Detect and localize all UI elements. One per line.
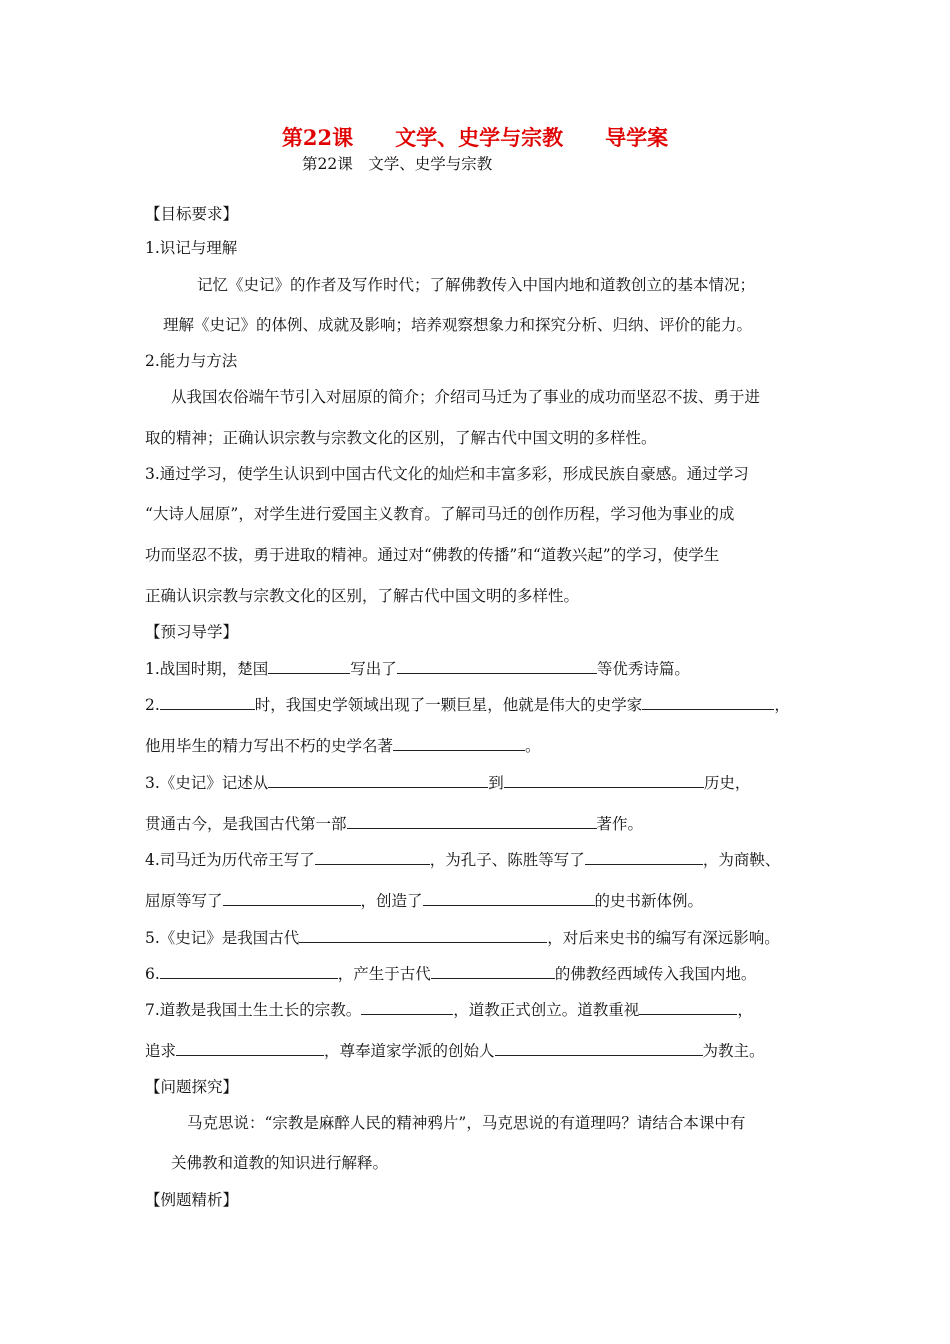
question-4 [145, 848, 815, 871]
goal-1-line-1: 记忆《史记》的作者及写作时代；了解佛教传入中国内地和道教创立的基本情况； [197, 276, 756, 294]
answer-blank[interactable] [299, 926, 547, 943]
answer-blank[interactable] [495, 1039, 703, 1056]
goal-2-title: 2.能力与方法 [145, 352, 238, 370]
inquiry-line-2: 关佛教和道教的知识进行解释。 [171, 1154, 389, 1172]
question-text: 到 [488, 774, 504, 792]
question-text: ，道教正式创立。道教重视 [453, 1001, 640, 1019]
question-3 [145, 771, 815, 794]
question-text: 追求 [145, 1042, 177, 1060]
question-text: 2. [145, 696, 160, 714]
answer-blank[interactable] [160, 693, 255, 710]
answer-blank[interactable] [397, 657, 597, 674]
answer-blank[interactable] [223, 889, 361, 906]
answer-blank[interactable] [361, 998, 453, 1015]
answer-blank[interactable] [639, 998, 737, 1015]
question-text: 1.战国时期，楚国 [145, 660, 269, 678]
section-heading-preview: 【预习导学】 [145, 623, 239, 641]
question-text: ，为孔子、陈胜等写了 [429, 851, 585, 869]
answer-blank[interactable] [642, 693, 774, 710]
question-2-cont [145, 734, 815, 757]
question-text: ，创造了 [360, 892, 423, 910]
answer-blank[interactable] [347, 812, 597, 829]
goal-1-line-2: 理解《史记》的体例、成就及影响；培养观察想象力和探究分析、归纳、评价的能力。 [163, 316, 753, 334]
question-text: 时，我国史学领域出现了一颗巨星，他就是伟大的史学家 [254, 696, 643, 714]
answer-blank[interactable] [315, 848, 430, 865]
question-text: 等优秀诗篇。 [596, 660, 690, 678]
question-6 [145, 962, 815, 985]
question-text: 他用毕生的精力写出不朽的史学名著 [145, 737, 394, 755]
question-7 [145, 998, 815, 1021]
question-text: 为教主。 [702, 1042, 765, 1060]
answer-blank[interactable] [176, 1039, 324, 1056]
goal-3-line-3: 功而坚忍不拔，勇于进取的精神。通过对“佛教的传播”和“道教兴起”的学习，使学生 [145, 546, 720, 564]
question-text: 屈原等写了 [145, 892, 223, 910]
question-text: 6. [145, 965, 160, 983]
answer-blank[interactable] [268, 657, 350, 674]
question-text: 的史书新体例。 [594, 892, 704, 910]
question-3-cont [145, 812, 815, 835]
question-text: 著作。 [596, 815, 644, 833]
answer-blank[interactable] [423, 889, 595, 906]
question-text: 历史， [703, 774, 751, 792]
goal-2-line-2: 取的精神；正确认识宗教与宗教文化的区别，了解古代中国文明的多样性。 [145, 429, 657, 447]
question-text: 。 [525, 737, 541, 755]
question-text: ，产生于古代 [337, 965, 431, 983]
answer-blank[interactable] [393, 734, 525, 751]
section-heading-examples: 【例题精析】 [145, 1191, 239, 1209]
section-heading-inquiry: 【问题探究】 [145, 1078, 239, 1096]
answer-blank[interactable] [431, 962, 555, 979]
question-text: ，为商鞅、 [702, 851, 781, 869]
goal-1-title: 1.识记与理解 [145, 239, 238, 257]
goal-3-line-2: “大诗人屈原”，对学生进行爱国主义教育。了解司马迁的创作历程，学习他为事业的成 [145, 505, 735, 523]
goal-2-line-1: 从我国农俗端午节引入对屈原的简介；介绍司马迁为了事业的成功而坚忍不拔、勇于进 [171, 388, 761, 406]
answer-blank[interactable] [504, 771, 704, 788]
answer-blank[interactable] [160, 962, 338, 979]
question-5 [145, 926, 815, 949]
page-title: 第22课 文学、史学与宗教 导学案 [281, 125, 669, 150]
question-2 [145, 693, 815, 716]
question-1 [145, 657, 815, 680]
question-text: ， [737, 1001, 753, 1019]
question-4-cont [145, 889, 815, 912]
goal-3-line-1: 3.通过学习，使学生认识到中国古代文化的灿烂和丰富多彩，形成民族自豪感。通过学习 [145, 465, 749, 483]
question-text: 4.司马迁为历代帝王写了 [145, 851, 315, 869]
question-text: 写出了 [350, 660, 397, 678]
question-text: ，对后来史书的编写有深远影响。 [547, 929, 780, 947]
question-text: 7.道教是我国土生土长的宗教。 [145, 1001, 362, 1019]
question-text: ， [774, 696, 790, 714]
question-7-cont [145, 1039, 815, 1062]
question-text: 3.《史记》记述从 [145, 774, 269, 792]
section-heading-goals: 【目标要求】 [145, 205, 239, 223]
inquiry-line-1: 马克思说：“宗教是麻醉人民的精神鸦片”，马克思说的有道理吗？请结合本课中有 [187, 1114, 746, 1132]
question-text: 贯通古今，是我国古代第一部 [145, 815, 347, 833]
page-subtitle: 第22课 文学、史学与宗教 [302, 155, 493, 173]
question-text: 5.《史记》是我国古代 [145, 929, 300, 947]
answer-blank[interactable] [268, 771, 488, 788]
answer-blank[interactable] [585, 848, 703, 865]
question-text: 的佛教经西域传入我国内地。 [554, 965, 757, 983]
goal-3-line-4: 正确认识宗教与宗教文化的区别，了解古代中国文明的多样性。 [145, 587, 580, 605]
question-text: ，尊奉道家学派的创始人 [324, 1042, 495, 1060]
